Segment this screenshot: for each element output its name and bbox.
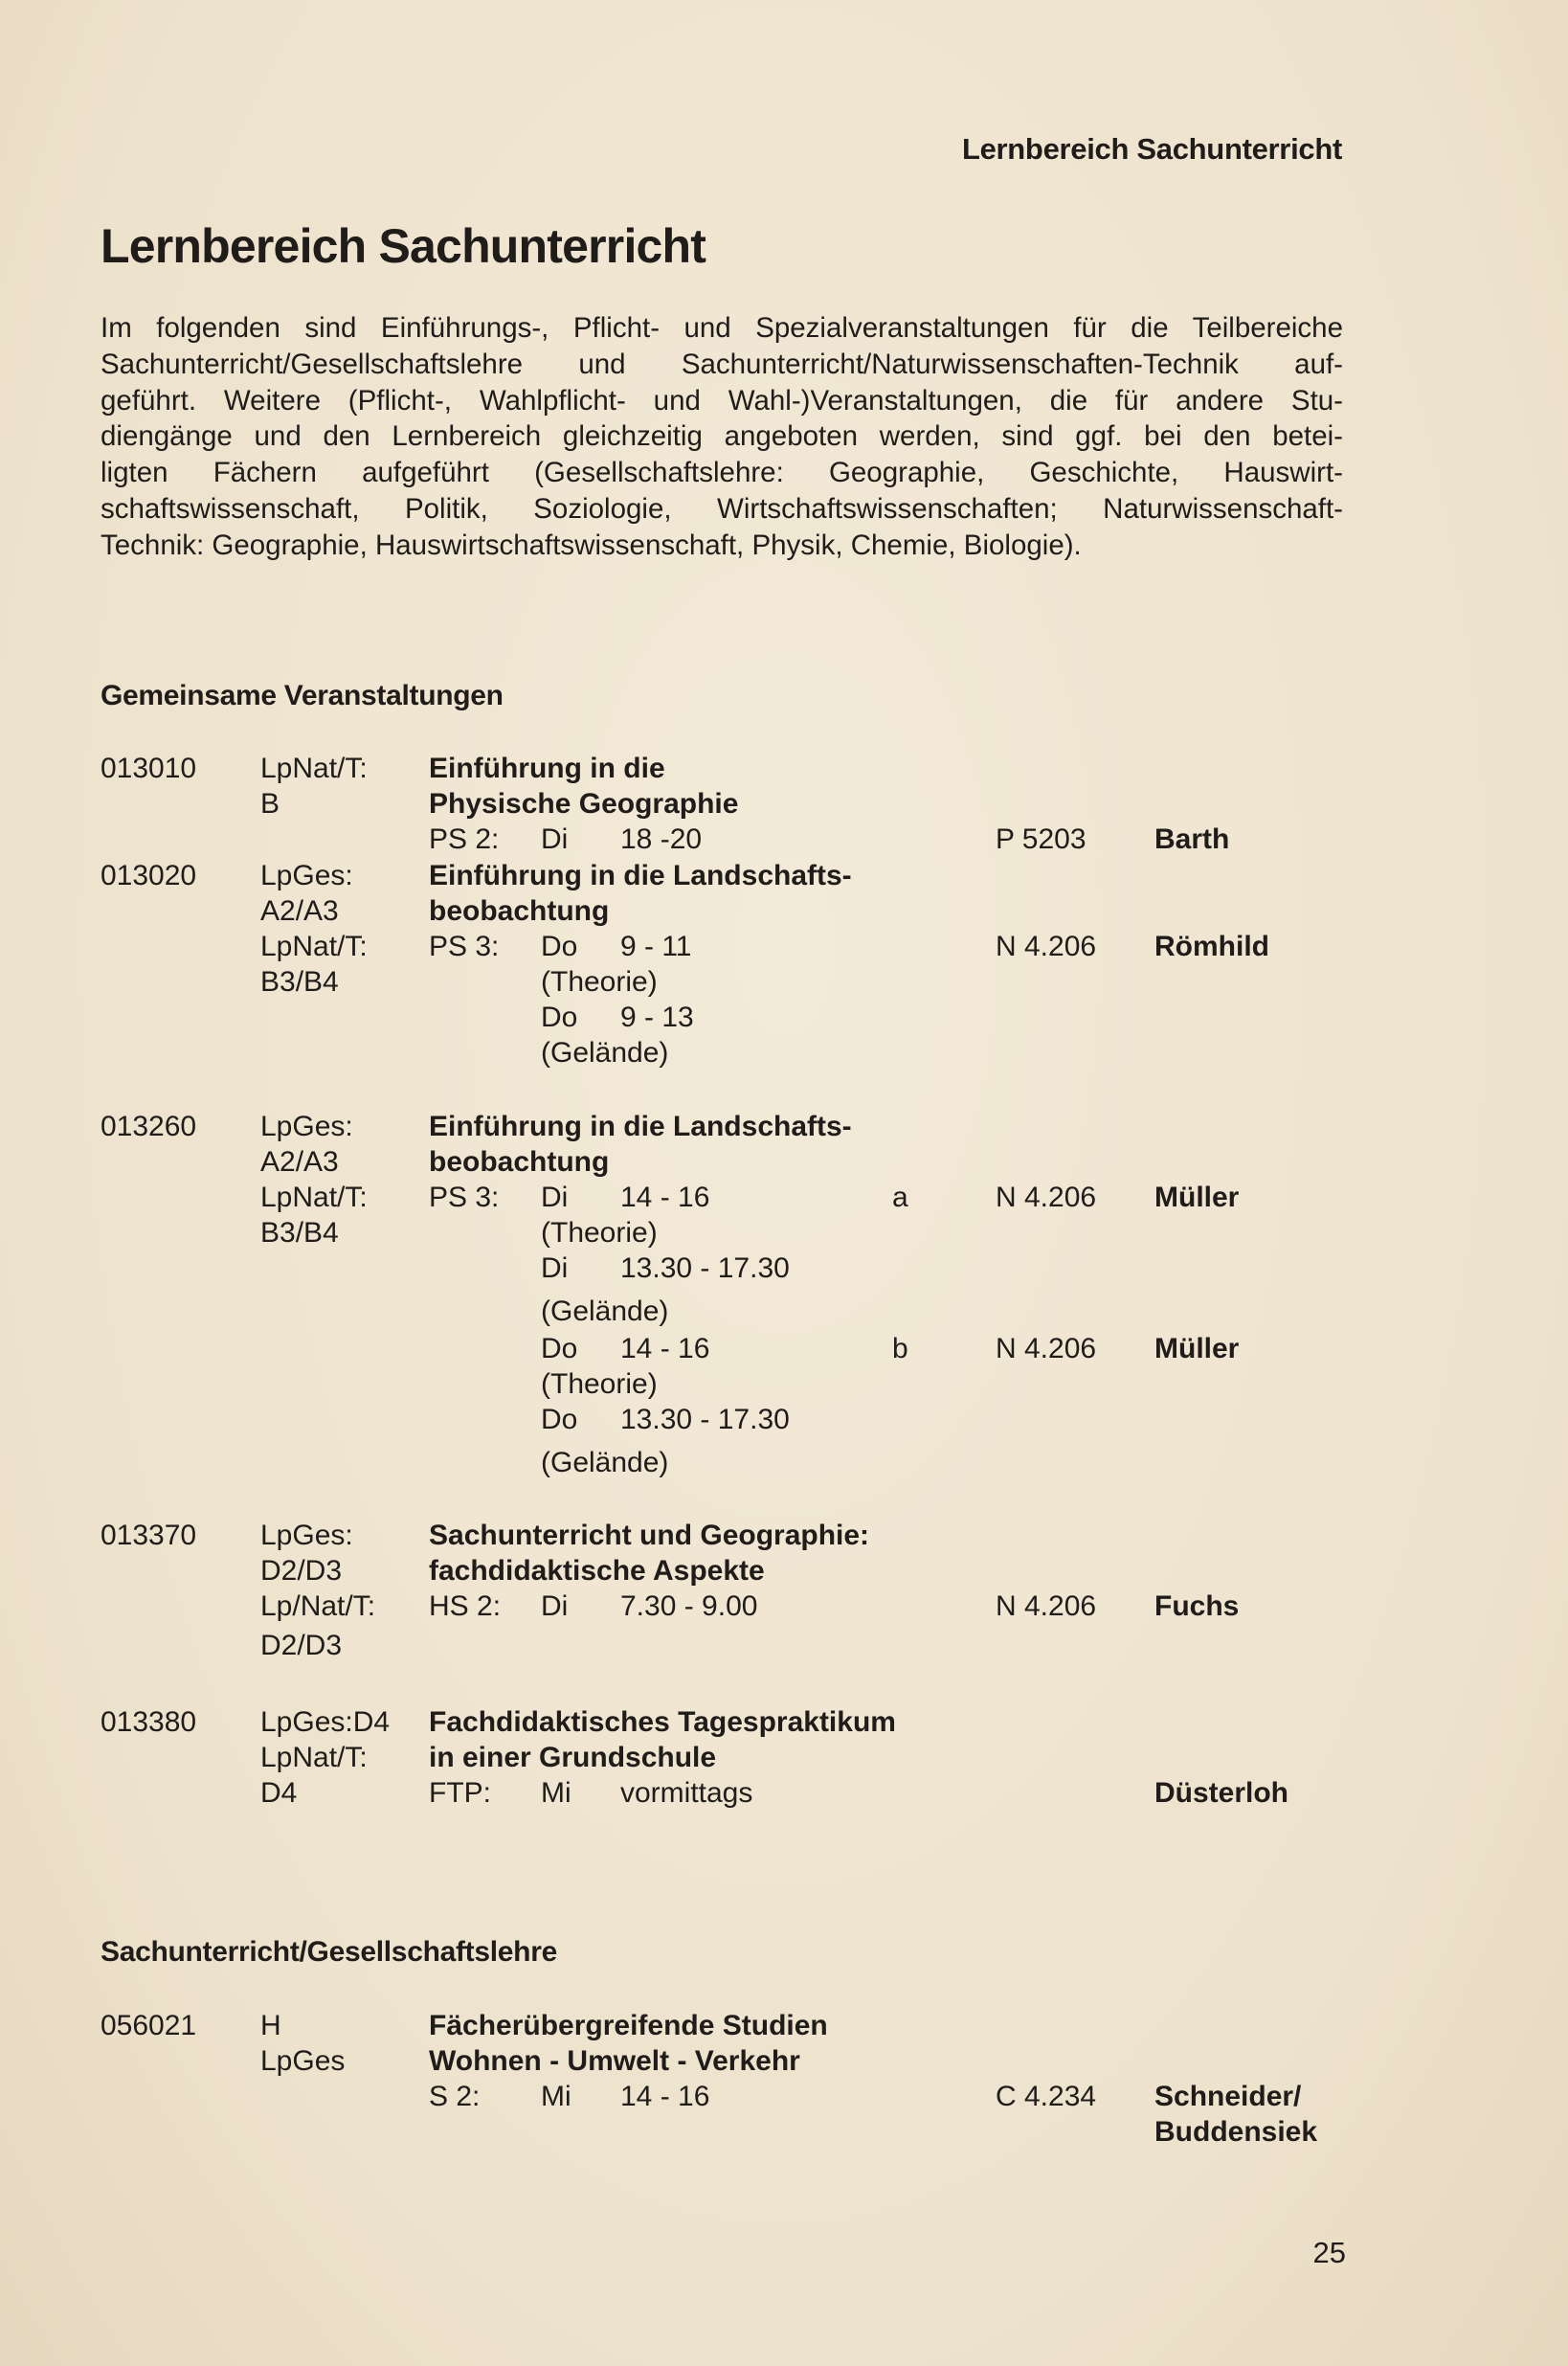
course-number: 013370 [101,1520,197,1551]
course-time: vormittags [620,1777,753,1809]
intro-line: geführt. Weitere (Pflicht-, Wahlpflicht- und Wahl-)Veranstaltungen, die für andere Stu- [101,384,1343,417]
course-category: D4 [260,1777,298,1809]
course-room: P 5203 [996,823,1086,855]
course-time: 9 - 11 [620,931,692,962]
course-title: Physische Geographie [429,788,739,820]
course-day: Di [541,1182,569,1213]
course-category: D2/D3 [260,1630,343,1661]
course-category: D2/D3 [260,1555,343,1587]
course-time: 18 -20 [620,823,703,855]
course-room: C 4.234 [996,2081,1097,2112]
course-day: Mi [541,2081,571,2112]
course-room: N 4.206 [996,1590,1097,1622]
course-number: 013380 [101,1706,197,1738]
section-heading-gemeinsame: Gemeinsame Veranstaltungen [101,680,504,711]
course-group: b [892,1333,908,1364]
course-day: Mi [541,1777,571,1809]
course-type: PS 3: [429,1182,500,1213]
course-note: (Theorie) [541,1368,658,1400]
course-category: LpNat/T: [260,1182,368,1213]
course-note: (Gelände) [541,1296,669,1327]
course-time: 14 - 16 [620,1333,710,1364]
course-number: 013010 [101,753,197,784]
course-lecturer: Barth [1154,823,1230,855]
running-head: Lernbereich Sachunterricht [961,132,1342,166]
course-time: 14 - 16 [620,1182,710,1213]
course-day: Di [541,823,569,855]
intro-line: Sachunterricht/Gesellschaftslehre und Sachunterricht/Naturwissenschaften-Technik auf- [101,348,1343,380]
course-note: (Theorie) [541,966,658,998]
intro-line: Technik: Geographie, Hauswirtschaftswissenschaft, Physik, Chemie, Biologie). [101,529,1082,561]
course-lecturer: Buddensiek [1154,2116,1318,2148]
course-category: A2/A3 [260,1146,339,1178]
course-category: LpGes: [260,1111,353,1142]
course-category: B3/B4 [260,1217,339,1249]
course-lecturer: Römhild [1154,931,1269,962]
course-day: Do [541,1333,578,1364]
course-category: LpGes [260,2045,346,2077]
course-category: LpNat/T: [260,1742,368,1773]
course-category: LpGes: [260,860,353,891]
course-note: (Theorie) [541,1217,658,1249]
course-category: B [260,788,280,820]
course-day: Do [541,931,578,962]
course-category: A2/A3 [260,895,339,927]
course-lecturer: Fuchs [1154,1590,1240,1622]
course-time: 14 - 16 [620,2081,710,2112]
course-type: S 2: [429,2081,481,2112]
course-type: PS 3: [429,931,500,962]
course-note: (Gelände) [541,1447,669,1478]
course-time: 9 - 13 [620,1002,694,1033]
course-room: N 4.206 [996,1333,1097,1364]
course-room: N 4.206 [996,931,1097,962]
course-time: 13.30 - 17.30 [620,1404,790,1435]
course-type: HS 2: [429,1590,502,1622]
course-title: Einführung in die Landschafts- [429,860,852,891]
intro-line: diengänge und den Lernbereich gleichzeitig angeboten werden, sind ggf. bei den betei- [101,420,1343,453]
course-lecturer: Müller [1154,1182,1240,1213]
course-number: 056021 [101,2010,197,2041]
course-room: N 4.206 [996,1182,1097,1213]
course-lecturer: Müller [1154,1333,1240,1364]
course-note: (Gelände) [541,1037,669,1069]
course-number: 013260 [101,1111,197,1142]
course-title: beobachtung [429,1146,610,1178]
course-group: a [892,1182,908,1213]
course-category: LpGes: [260,1520,353,1551]
section-heading-gesellschaftslehre: Sachunterricht/Gesellschaftslehre [101,1936,557,1968]
course-type: FTP: [429,1777,491,1809]
course-lecturer: Düsterloh [1154,1777,1289,1809]
course-day: Do [541,1404,578,1435]
course-category: LpGes:D4 [260,1706,391,1738]
course-day: Do [541,1002,578,1033]
course-time: 13.30 - 17.30 [620,1252,790,1284]
course-title: Einführung in die Landschafts- [429,1111,852,1142]
course-title: Fächerübergreifende Studien [429,2010,828,2041]
intro-line: ligten Fächern aufgeführt (Gesellschaftslehre: Geographie, Geschichte, Hauswirt- [101,457,1343,489]
course-category: LpNat/T: [260,931,368,962]
course-category: LpNat/T: [260,753,368,784]
intro-line: schaftswissenschaft, Politik, Soziologie, Wirtschaftswissenschaften; Naturwissenschaft- [101,492,1343,525]
intro-paragraph [101,310,1343,564]
course-day: Di [541,1590,569,1622]
intro-line: Im folgenden sind Einführungs-, Pflicht- und Spezialveranstaltungen für die Teilbereiche [101,312,1343,344]
course-title: beobachtung [429,895,610,927]
page-number: 25 [1312,2236,1346,2269]
course-title: Wohnen - Umwelt - Verkehr [429,2045,800,2077]
course-title: Einführung in die [429,753,665,784]
course-title: Fachdidaktisches Tagespraktikum [429,1706,896,1738]
course-title: Sachunterricht und Geographie: [429,1520,870,1551]
course-type: PS 2: [429,823,500,855]
course-number: 013020 [101,860,197,891]
course-category: Lp/Nat/T: [260,1590,376,1622]
page-title: Lernbereich Sachunterricht [101,219,706,273]
course-title: in einer Grundschule [429,1742,717,1773]
course-time: 7.30 - 9.00 [620,1590,758,1622]
course-day: Di [541,1252,569,1284]
course-category: H [260,2010,281,2041]
course-category: B3/B4 [260,966,339,998]
course-title: fachdidaktische Aspekte [429,1555,765,1587]
course-lecturer: Schneider/ [1154,2081,1302,2112]
